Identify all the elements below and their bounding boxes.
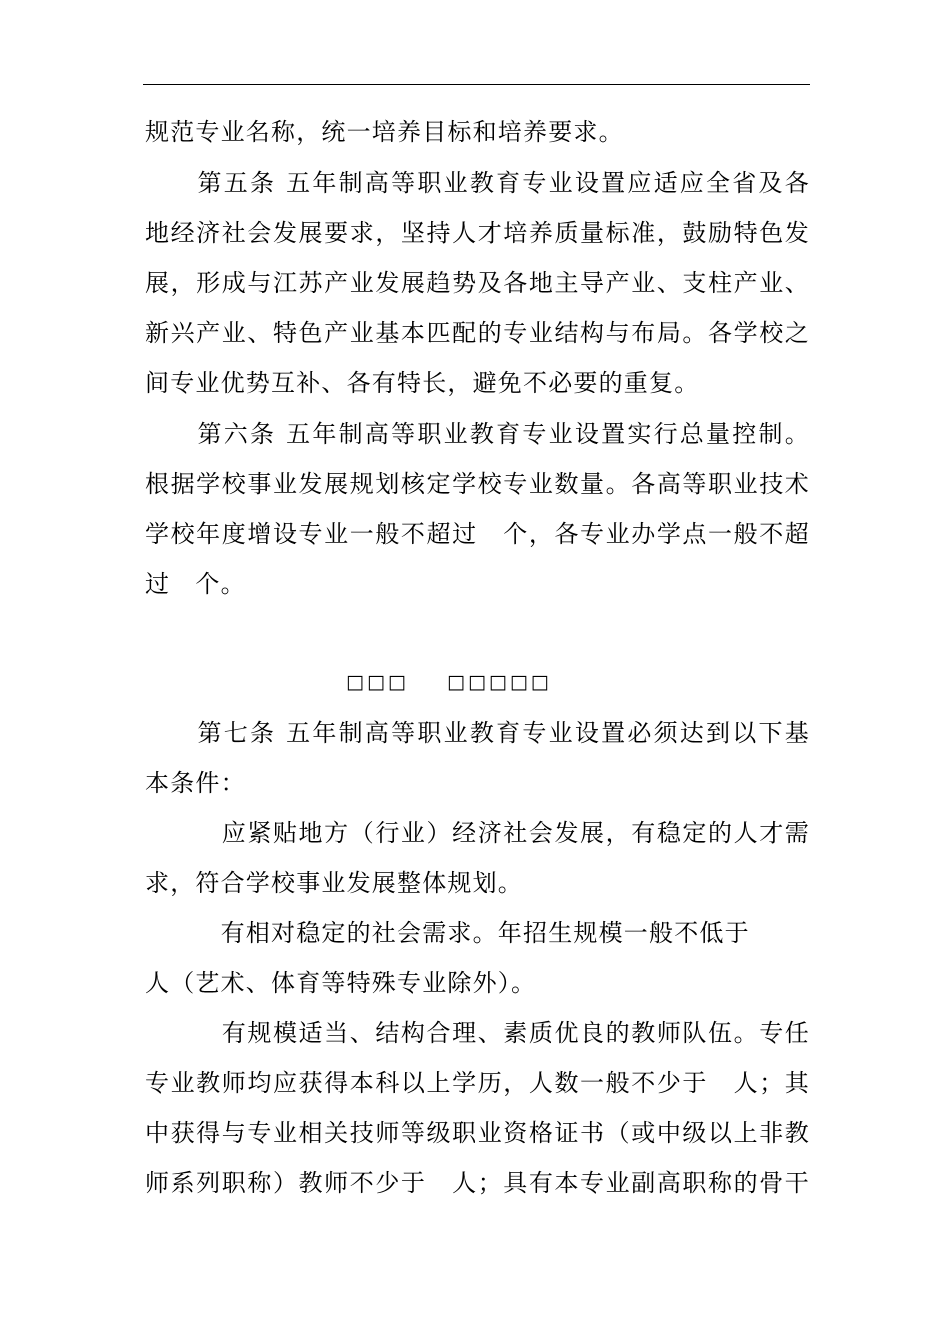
text-line-7: 第六条 五年制高等职业教育专业设置实行总量控制。 <box>145 420 810 448</box>
text-line-9: 学校年度增设专业一般不超过 个，各专业办学点一般不超 <box>145 520 810 548</box>
chapter-number: □□□ <box>346 671 409 693</box>
text-line-6: 间专业优势互补、各有特长，避免不必要的重复。 <box>145 369 700 397</box>
text-line-2: 第五条 五年制高等职业教育专业设置应适应全省及各 <box>145 169 810 197</box>
text-line-12: 本条件： <box>145 769 246 797</box>
text-line-18: 专业教师均应获得本科以上学历，人数一般不少于 人；其 <box>145 1069 810 1097</box>
chapter-title: □□□□□ <box>447 671 552 693</box>
text-line-8: 根据学校事业发展规划核定学校专业数量。各高等职业技术 <box>145 470 810 498</box>
text-line-1: 规范专业名称，统一培养目标和培养要求。 <box>145 118 624 146</box>
text-line-19: 中获得与专业相关技师等级职业资格证书（或中级以上非教 <box>145 1119 810 1147</box>
text-line-4: 展，形成与江苏产业发展趋势及各地主导产业、支柱产业、 <box>145 269 810 297</box>
text-line-16: 人（艺术、体育等特殊专业除外）。 <box>145 969 537 997</box>
text-line-20: 师系列职称）教师不少于 人；具有本专业副高职称的骨干 <box>145 1169 810 1197</box>
text-line-3: 地经济社会发展要求，坚持人才培养质量标准，鼓励特色发 <box>145 219 810 247</box>
text-line-15: 有相对稳定的社会需求。年招生规模一般不低于 <box>145 919 750 947</box>
text-line-17: 有规模适当、结构合理、素质优良的教师队伍。专任 <box>145 1019 810 1047</box>
text-line-10: 过 个。 <box>145 570 246 598</box>
text-line-13: 应紧贴地方（行业）经济社会发展，有稳定的人才需 <box>145 819 810 847</box>
text-line-14: 求，符合学校事业发展整体规划。 <box>145 869 523 897</box>
text-line-5: 新兴产业、特色产业基本匹配的专业结构与布局。各学校之 <box>145 319 810 347</box>
header-rule <box>143 84 810 85</box>
text-line-11: 第七条 五年制高等职业教育专业设置必须达到以下基 <box>145 719 810 747</box>
